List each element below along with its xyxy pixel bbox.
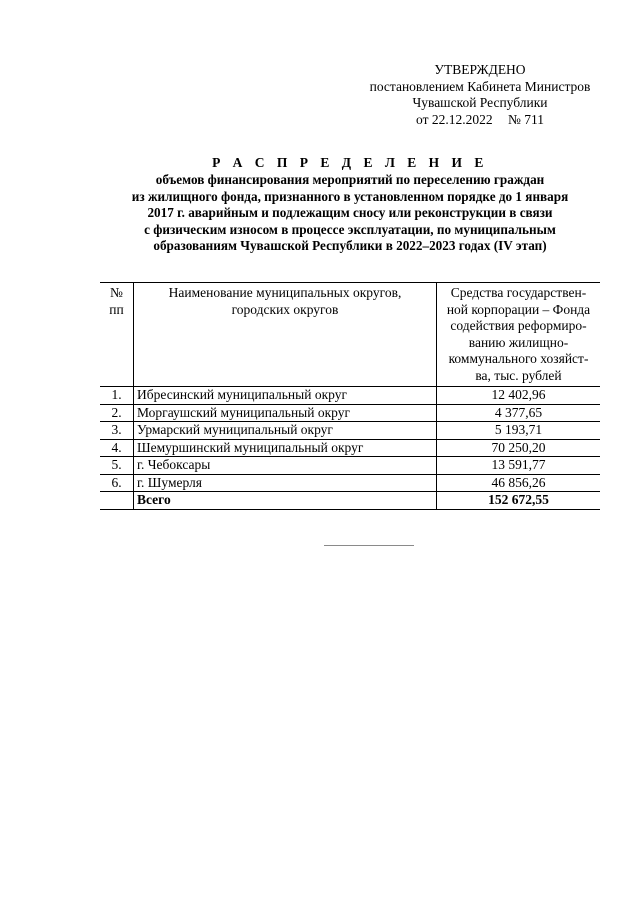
header-name-line: Наименование муниципальных округов, [168, 285, 402, 300]
row-district: Ибресинский муниципальный округ [134, 387, 437, 405]
row-amount: 13 591,77 [437, 457, 601, 475]
row-district: Моргаушский муниципальный округ [134, 404, 437, 422]
header-value-line: ванию жилищно- [468, 334, 569, 350]
header-number [100, 283, 134, 387]
row-number: 2. [100, 404, 134, 422]
header-name-line: городских округов [231, 301, 339, 317]
subtitle-line: объемов финансирования мероприятий по переселению граждан [155, 172, 545, 187]
distribution-table [100, 282, 600, 510]
table-row [100, 404, 600, 422]
table-header-row [100, 283, 600, 387]
approval-republic: Чувашской Республики [412, 95, 548, 110]
subtitle-line: 2017 г. аварийным и подлежащим сносу или реконструкции в связи [147, 205, 553, 220]
table-row [100, 422, 600, 440]
approval-date: от 22.12.2022 [416, 111, 493, 127]
row-district: г. Шумерля [134, 474, 437, 492]
row-number: 1. [100, 387, 134, 405]
row-district: Шемуршинский муниципальный округ [134, 439, 437, 457]
approval-date-line [355, 112, 605, 129]
table-row [100, 457, 600, 475]
row-district: Урмарский муниципальный округ [134, 422, 437, 440]
header-name [134, 283, 437, 387]
end-separator-line [324, 545, 414, 546]
total-number-cell [100, 492, 134, 510]
document-subtitle [95, 172, 605, 255]
header-value-line: коммунального хозяйст- [448, 351, 589, 366]
header-value-line: ной корпорации – Фонда [446, 301, 591, 317]
total-amount: 152 672,55 [437, 492, 601, 510]
row-amount: 4 377,65 [437, 404, 601, 422]
row-number: 5. [100, 457, 134, 475]
document-title: Р А С П Р Е Д Е Л Е Н И Е [212, 155, 488, 170]
total-row [100, 492, 600, 510]
header-number-line: пп [109, 301, 124, 317]
header-value [437, 283, 601, 387]
row-number: 6. [100, 474, 134, 492]
total-label: Всего [134, 492, 437, 510]
row-amount: 5 193,71 [437, 422, 601, 440]
subtitle-line: с физическим износом в процессе эксплуатации, по муниципальным [144, 221, 556, 237]
approval-heading: УТВЕРЖДЕНО [434, 62, 526, 77]
row-number: 4. [100, 439, 134, 457]
row-amount: 12 402,96 [437, 387, 601, 405]
row-number: 3. [100, 422, 134, 440]
header-value-line: содействия реформиро- [450, 318, 587, 333]
approval-number: № 711 [507, 111, 544, 127]
table-row [100, 439, 600, 457]
row-district: г. Чебоксары [134, 457, 437, 475]
header-number-line: № [110, 285, 123, 300]
approval-block [355, 62, 605, 128]
header-value-line: Средства государствен- [450, 285, 587, 300]
subtitle-line: из жилищного фонда, признанного в установленном порядке до 1 января [131, 188, 569, 204]
approval-issuer: постановлением Кабинета Министров [369, 78, 591, 94]
table-row [100, 387, 600, 405]
header-value-line: ва, тыс. рублей [475, 367, 562, 383]
table-row [100, 474, 600, 492]
row-amount: 46 856,26 [437, 474, 601, 492]
row-amount: 70 250,20 [437, 439, 601, 457]
subtitle-line: образованиям Чувашской Республики в 2022–2023 годах (IV этап) [153, 238, 547, 253]
